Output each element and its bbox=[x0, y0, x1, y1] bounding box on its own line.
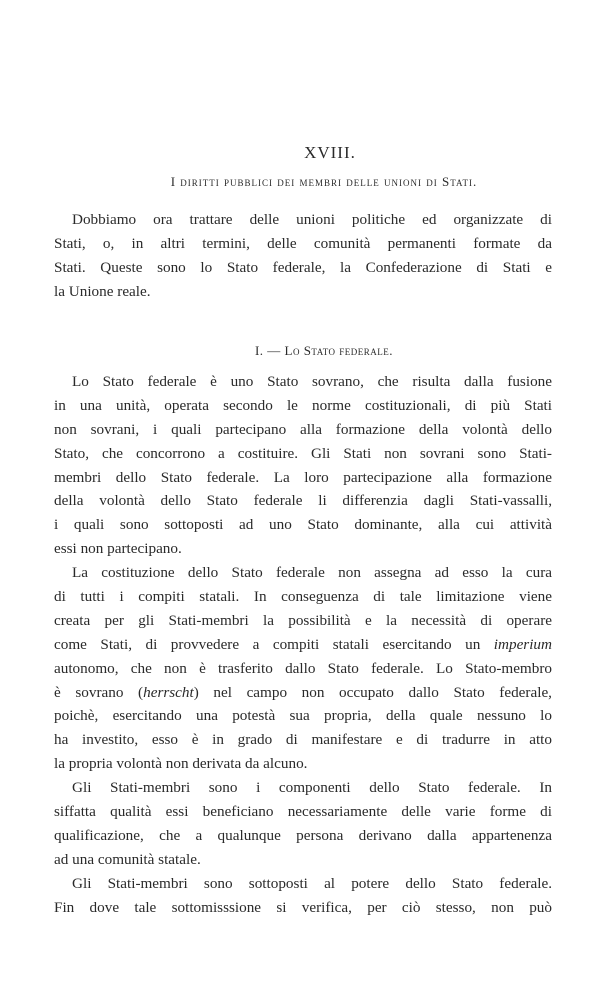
text-line: siffatta qualità essi beneficiano necessariamente delle varie forme di bbox=[54, 803, 552, 821]
text-line: i quali sono sottoposti ad uno Stato dominante, alla cui attività bbox=[54, 516, 552, 534]
text-line: Stato, che concorrono a costituire. Gli Stati non sovrani sono Stati- bbox=[54, 444, 552, 462]
chapter-title: I diritti pubblici dei membri delle unioni di Stati. bbox=[170, 174, 478, 189]
text-line: ad una comunità statale. bbox=[54, 850, 201, 868]
text-line: Dobbiamo ora trattare delle unioni politiche ed organizzate di bbox=[72, 211, 552, 228]
text-line: autonomo, che non è trasferito dallo Stato federale. Lo Stato-membro bbox=[54, 659, 552, 677]
text-line: la propria volontà non derivata da alcuno. bbox=[54, 755, 308, 773]
section-title: I. — Lo Stato federale. bbox=[254, 343, 394, 358]
text-line: Stati. Queste sono lo Stato federale, la Confederazione di Stati e bbox=[54, 258, 552, 276]
text-line: di tutti i compiti statali. In conseguenza di tale limitazione viene bbox=[54, 588, 552, 606]
text-segment: come Stati, di provvedere a compiti statali esercitando un bbox=[54, 635, 494, 653]
body-text bbox=[54, 370, 552, 919]
text-line: creata per gli Stati-membri la possibilità e la necessità di operare bbox=[54, 611, 552, 629]
text-line: ha investito, esso è in grado di manifestare e di tradurre in atto bbox=[54, 731, 552, 749]
chapter-number: XVIII. bbox=[304, 143, 356, 162]
text-line: membri dello Stato federale. La loro partecipazione alla formazione bbox=[54, 468, 552, 486]
italic-word-herrscht: herrscht bbox=[143, 683, 194, 701]
text-line: essi non partecipano. bbox=[54, 540, 182, 558]
text-line: la Unione reale. bbox=[54, 282, 151, 300]
text-line-with-italic bbox=[54, 633, 552, 657]
text-line: non sovrani, i quali partecipano alla formazione della volontà dello bbox=[54, 420, 552, 438]
text-line: della volontà dello Stato federale li differenzia dagli Stati-vassalli, bbox=[54, 492, 552, 510]
text-line-with-italic bbox=[54, 681, 552, 705]
text-segment: è sovrano ( bbox=[54, 683, 144, 701]
text-segment: ) nel campo non occupato dallo Stato federale, bbox=[193, 683, 552, 701]
text-line: poichè, esercitando una potestà sua propria, della quale nessuno lo bbox=[54, 707, 552, 725]
text-line: Stati, o, in altri termini, delle comunità permanenti formate da bbox=[54, 234, 552, 252]
text-line: Gli Stati-membri sono sottoposti al potere dello Stato federale. bbox=[72, 874, 552, 892]
text-line: La costituzione dello Stato federale non assegna ad esso la cura bbox=[72, 564, 552, 582]
text-line: Lo Stato federale è uno Stato sovrano, che risulta dalla fusione bbox=[72, 373, 552, 390]
italic-word-imperium: imperium bbox=[493, 635, 552, 653]
intro-paragraph bbox=[54, 208, 552, 304]
text-line: Fin dove tale sottomisssione si verifica, per ciò stesso, non può bbox=[54, 898, 552, 916]
text-line: qualificazione, che a qualunque persona derivano dalla appartenenza bbox=[54, 826, 552, 844]
text-line: Gli Stati-membri sono i componenti dello Stato federale. In bbox=[72, 779, 552, 797]
text-line: in una unità, operata secondo le norme costituzionali, di più Stati bbox=[54, 396, 552, 414]
